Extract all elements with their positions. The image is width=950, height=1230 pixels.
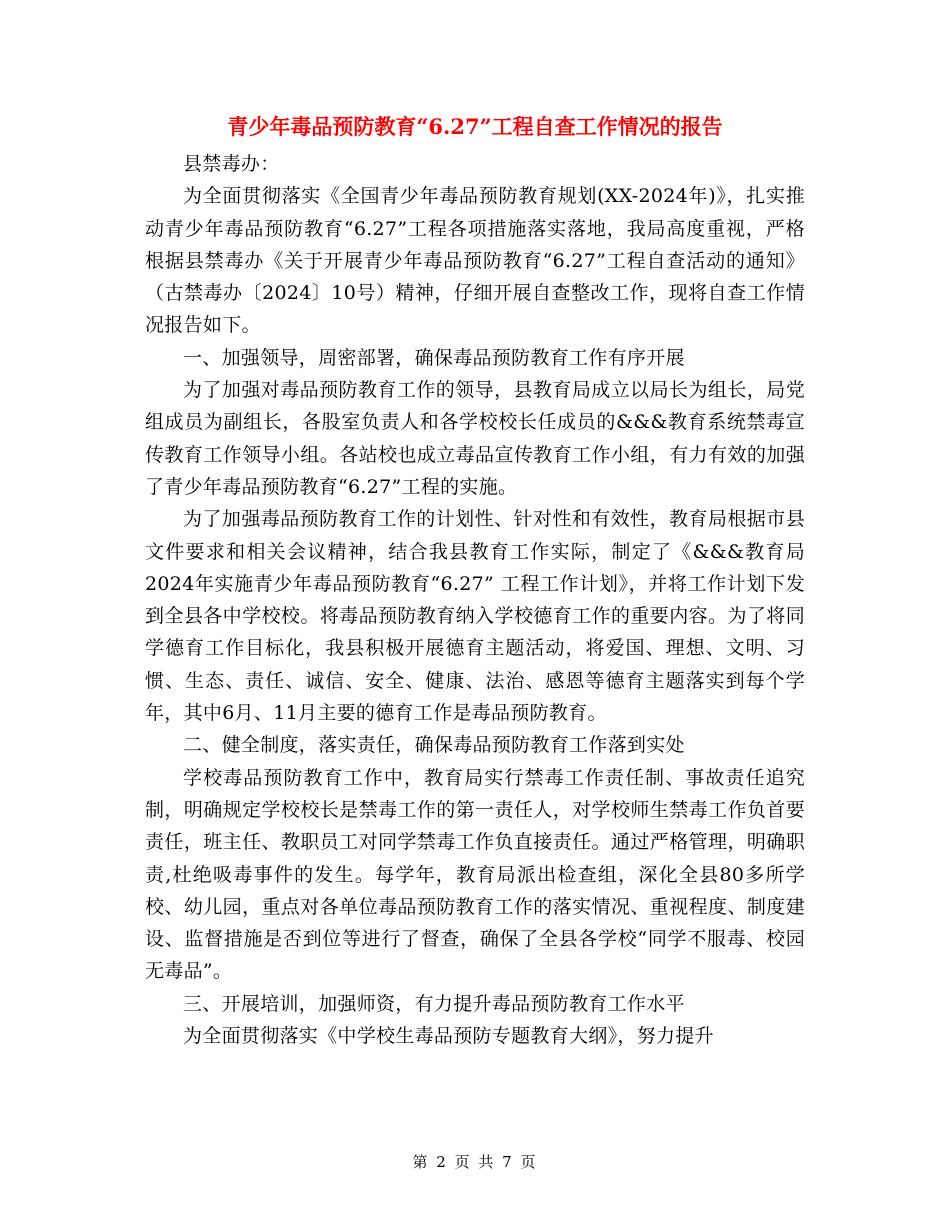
- intro-paragraph: 为全面贯彻落实《全国青少年毒品预防教育规划(XX-2024年)》，扎实推动青少年毒品预防教育“6.27”工程各项措施落实落地，我局高度重视，严格根据县禁毒办《关于开展青少年毒品预防教育“6.27”工程自查活动的通知》（古禁毒办〔2024〕10号）精神，仔细开展自查整改工作，现将自查工作情况报告如下。: [145, 185, 805, 337]
- body-paragraph: 为了加强毒品预防教育工作的计划性、针对性和有效性，教育局根据市县文件要求和相关会议精神，结合我县教育工作实际，制定了《&&&教育局2024年实施青少年毒品预防教育“6.27” 工程工作计划》，并将工作计划下发到全县各中学校校。将毒品预防教育纳入学校德育工作的重要内容。为了将同学德育工作目标化，我县积极开展德育主题活动，将爱国、理想、文明、习惯、生态、责任、诚信、安全、健康、法治、感恩等德育主题落实到每个学年，其中6月、11月主要的德育工作是毒品预防教育。: [145, 508, 805, 725]
- section-heading-1: 一、加强领导，周密部署，确保毒品预防教育工作有序开展: [183, 346, 685, 369]
- section-heading-2: 二、健全制度，落实责任，确保毒品预防教育工作落到实处: [183, 734, 685, 757]
- section-heading-3: 三、开展培训，加强师资，有力提升毒品预防教育工作水平: [183, 992, 685, 1015]
- document-body: [145, 148, 805, 1052]
- body-paragraph: 为全面贯彻落实《中学校生毒品预防专题教育大纲》，努力提升: [183, 1025, 714, 1048]
- body-paragraph: 学校毒品预防教育工作中，教育局实行禁毒工作责任制、事故责任追究制，明确规定学校校长是禁毒工作的第一责任人，对学校师生禁毒工作负首要责任，班主任、教职员工对同学禁毒工作负直接责任。通过严格管理，明确职责,杜绝吸毒事件的发生。每学年，教育局派出检查组，深化全县80多所学校、幼儿园，重点对各单位毒品预防教育工作的落实情况、重视程度、制度建设、监督措施是否到位等进行了督查，确保了全县各学校“同学不服毒、校园无毒品”。: [145, 766, 805, 983]
- document-title: 青少年毒品预防教育“6.27”工程自查工作情况的报告: [227, 114, 723, 139]
- salutation: 县禁毒办：: [183, 153, 280, 175]
- body-paragraph: 为了加强对毒品预防教育工作的领导，县教育局成立以局长为组长，局党组成员为副组长，各股室负责人和各学校校长任成员的&&&教育系统禁毒宣传教育工作领导小组。各站校也成立毒品宣传教育工作小组，有力有效的加强了青少年毒品预防教育“6.27”工程的实施。: [145, 379, 805, 498]
- page-number-footer: 第 2 页 共 7 页: [412, 1153, 538, 1171]
